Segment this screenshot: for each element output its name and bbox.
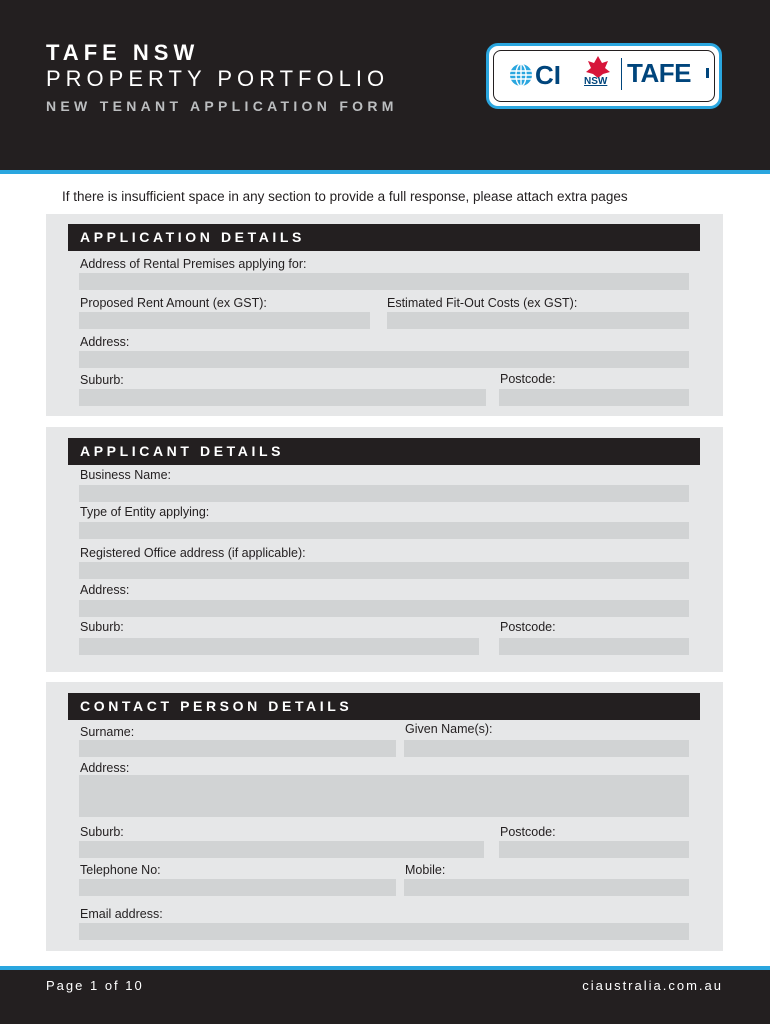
suburb-field[interactable]	[79, 389, 486, 406]
contact-postcode-field[interactable]	[499, 841, 689, 858]
registered-office-field[interactable]	[79, 562, 689, 579]
ci-logo-text: CI	[535, 60, 561, 90]
globe-icon	[509, 63, 533, 87]
contact-suburb-label: Suburb:	[80, 825, 124, 839]
applicant-details-heading: APPLICANT DETAILS	[68, 438, 700, 465]
address-label: Address:	[80, 335, 130, 349]
form-name: NEW TENANT APPLICATION FORM	[46, 98, 398, 114]
tafe-logo-text: TAFE	[627, 58, 691, 88]
applicant-suburb-label: Suburb:	[80, 620, 124, 634]
proposed-rent-field[interactable]	[79, 312, 370, 329]
intro-note: If there is insufficient space in any section to provide a full response, please attach extra pages	[62, 189, 628, 204]
tafe-logo-mark	[706, 68, 709, 78]
fitout-costs-field[interactable]	[387, 312, 689, 329]
business-name-label: Business Name:	[80, 468, 172, 482]
applicant-address-label: Address:	[80, 583, 130, 597]
contact-address-label: Address:	[80, 761, 130, 775]
rental-premises-label: Address of Rental Premises applying for:	[80, 257, 307, 271]
rental-premises-field[interactable]	[79, 273, 689, 290]
logo-divider	[621, 58, 622, 90]
fitout-costs-label: Estimated Fit-Out Costs (ex GST):	[387, 296, 578, 310]
page-title: TAFE NSW	[46, 40, 200, 65]
waratah-icon	[585, 54, 611, 94]
entity-type-label: Type of Entity applying:	[80, 505, 210, 519]
page-subtitle: PROPERTY PORTFOLIO	[46, 66, 390, 91]
header-divider	[0, 170, 770, 174]
contact-address-field[interactable]	[79, 775, 689, 817]
postcode-field[interactable]	[499, 389, 689, 406]
postcode-label: Postcode:	[500, 372, 556, 386]
address-field[interactable]	[79, 351, 689, 368]
email-field[interactable]	[79, 923, 689, 940]
mobile-label: Mobile:	[405, 863, 446, 877]
entity-type-field[interactable]	[79, 522, 689, 539]
contact-postcode-label: Postcode:	[500, 825, 556, 839]
website-link[interactable]: ciaustralia.com.au	[582, 978, 723, 993]
proposed-rent-label: Proposed Rent Amount (ex GST):	[80, 296, 267, 310]
applicant-postcode-field[interactable]	[499, 638, 689, 655]
application-details-heading: APPLICATION DETAILS	[68, 224, 700, 251]
contact-suburb-field[interactable]	[79, 841, 484, 858]
business-name-field[interactable]	[79, 485, 689, 502]
suburb-label: Suburb:	[80, 373, 124, 387]
surname-field[interactable]	[79, 740, 396, 757]
contact-details-heading: CONTACT PERSON DETAILS	[68, 693, 700, 720]
partner-logos	[486, 43, 722, 109]
applicant-suburb-field[interactable]	[79, 638, 479, 655]
given-names-field[interactable]	[404, 740, 689, 757]
surname-label: Surname:	[80, 725, 135, 739]
mobile-field[interactable]	[404, 879, 689, 896]
email-label: Email address:	[80, 907, 163, 921]
telephone-field[interactable]	[79, 879, 396, 896]
applicant-address-field[interactable]	[79, 600, 689, 617]
applicant-postcode-label: Postcode:	[500, 620, 556, 634]
page-number: Page 1 of 10	[46, 978, 144, 993]
registered-office-label: Registered Office address (if applicable):	[80, 546, 306, 560]
telephone-label: Telephone No:	[80, 863, 161, 877]
nsw-logo-text: NSW	[584, 76, 608, 87]
given-names-label: Given Name(s):	[405, 722, 493, 736]
